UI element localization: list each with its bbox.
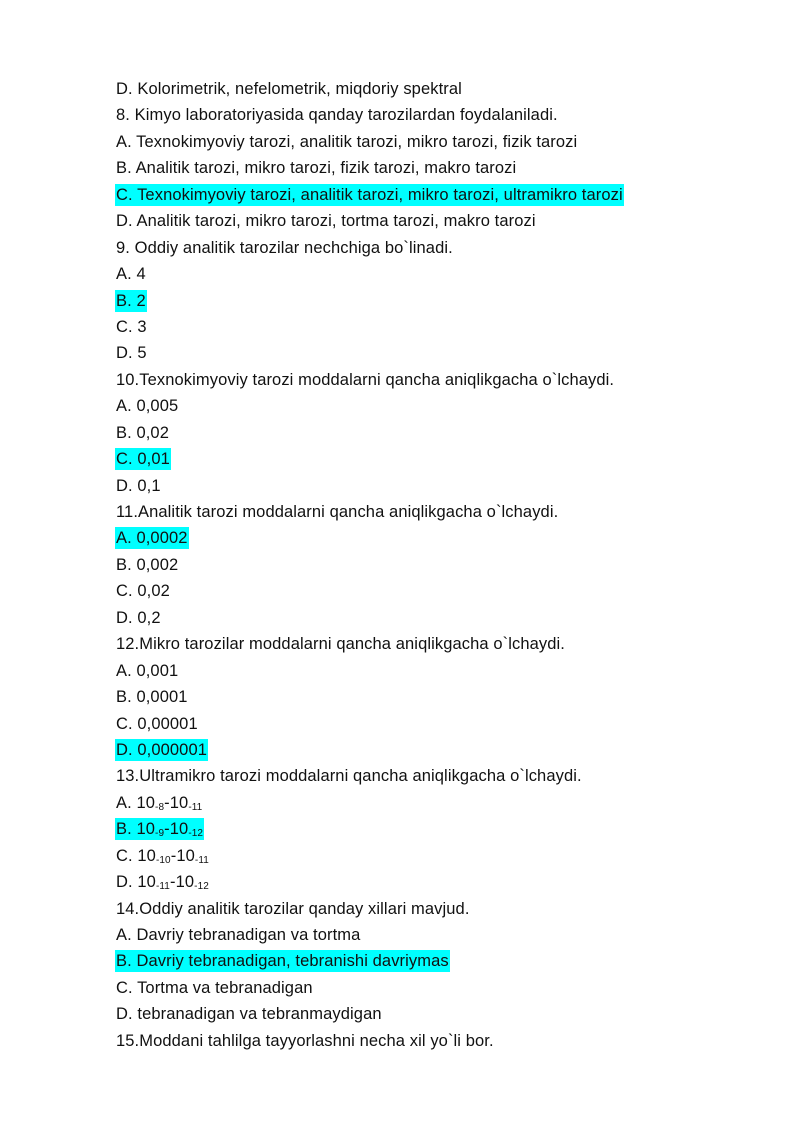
text-line	[115, 711, 624, 737]
line-text: A. 4	[116, 265, 146, 284]
line-part: 10	[137, 846, 156, 865]
line-text: C. 3	[116, 317, 147, 336]
text-line	[115, 605, 624, 631]
exponent: -11	[188, 801, 203, 813]
line-part: -	[164, 793, 170, 812]
line-text: 13.Ultramikro tarozi moddalarni qancha aniqlikgacha o`lchaydi.	[116, 767, 582, 786]
text-line	[115, 1001, 624, 1027]
line-text: 14.Oddiy analitik tarozilar qanday xillari mavjud.	[116, 899, 470, 918]
line-text: 9. Oddiy analitik tarozilar nechchiga bo`linadi.	[116, 238, 453, 257]
line-text: 15.Moddani tahlilga tayyorlashni necha xil yo`li bor.	[116, 1031, 494, 1050]
answer-line-highlighted	[115, 948, 624, 974]
line-text: B. Analitik tarozi, mikro tarozi, fizik tarozi, makro tarozi	[116, 159, 517, 178]
text-line	[115, 420, 624, 446]
line-text: D. 0,2	[116, 608, 161, 627]
line-text: C. 0,00001	[116, 714, 198, 733]
text-line	[115, 658, 624, 684]
line-text	[115, 792, 203, 814]
line-text: A. 0,001	[116, 661, 179, 680]
line-text	[115, 845, 210, 867]
line-text: B. 0,0001	[116, 688, 188, 707]
line-text: D. 0,000001	[116, 740, 208, 759]
text-line	[115, 155, 624, 181]
line-part: D.	[116, 873, 138, 892]
exponent: -9	[155, 828, 165, 840]
line-part: 10	[175, 873, 195, 892]
text-line	[115, 499, 624, 525]
exponent: -11	[155, 881, 170, 893]
line-text: D. 0,1	[116, 476, 161, 495]
text-line	[115, 208, 624, 234]
line-text: A. 0,005	[116, 397, 179, 416]
line-text: 11.Analitik tarozi moddalarni qancha aniqlikgacha o`lchaydi.	[116, 503, 559, 521]
exponent: -12	[194, 881, 209, 893]
line-part: -	[170, 846, 177, 865]
line-text: A. Texnokimyoviy tarozi, analitik tarozi, mikro tarozi, fizik tarozi	[116, 132, 578, 151]
text-line	[115, 684, 624, 710]
text-line	[115, 975, 624, 1001]
line-text: 10.Texnokimyoviy tarozi moddalarni qancha aniqlikgacha o`lchaydi.	[116, 370, 615, 389]
text-line	[115, 393, 624, 419]
answer-line-highlighted	[115, 288, 624, 314]
line-part: A.	[116, 793, 137, 812]
line-part: 10	[136, 820, 156, 839]
line-text: A. 0,0002	[116, 529, 188, 548]
text-line	[115, 1028, 624, 1054]
answer-line-highlighted	[115, 525, 624, 551]
line-text: B. 2	[116, 291, 146, 310]
exponent: -11	[194, 854, 209, 866]
line-text: D. 5	[116, 344, 147, 363]
text-line	[115, 367, 624, 393]
exponent: -8	[155, 801, 165, 813]
text-line	[115, 76, 624, 102]
answer-line-highlighted	[115, 446, 624, 472]
line-text: C. 0,01	[116, 450, 170, 469]
text-line	[115, 790, 624, 816]
exponent: -10	[155, 854, 171, 866]
line-part: -	[169, 873, 176, 892]
text-line	[115, 314, 624, 340]
line-text	[115, 871, 210, 893]
line-text: D. Analitik tarozi, mikro tarozi, tortma tarozi, makro tarozi	[116, 212, 536, 231]
question-list	[115, 76, 624, 1054]
text-line	[115, 763, 624, 789]
text-line	[115, 340, 624, 366]
line-text: C. Tortma va tebranadigan	[116, 978, 313, 997]
text-line	[115, 578, 624, 604]
line-part: 10	[169, 820, 189, 839]
line-part: -	[164, 820, 170, 839]
line-text: C. Texnokimyoviy tarozi, analitik tarozi, mikro tarozi, ultramikro tarozi	[116, 185, 623, 204]
text-line	[115, 102, 624, 128]
text-line	[115, 922, 624, 948]
line-text: B. Davriy tebranadigan, tebranishi davriymas	[116, 952, 449, 971]
line-text: A. Davriy tebranadigan va tortma	[116, 926, 361, 944]
line-text: B. 0,02	[116, 423, 169, 442]
text-line	[115, 869, 624, 895]
text-line	[115, 473, 624, 499]
text-line	[115, 261, 624, 287]
line-text: D. tebranadigan va tebranmaydigan	[116, 1005, 382, 1024]
line-text: D. Kolorimetrik, nefelometrik, miqdoriy spektral	[116, 80, 462, 98]
exponent: -12	[188, 828, 204, 840]
line-part: 10	[176, 846, 195, 865]
text-line	[115, 896, 624, 922]
text-line	[115, 552, 624, 578]
text-line	[115, 843, 624, 869]
line-text	[115, 818, 204, 840]
line-part: C.	[116, 846, 138, 865]
line-part: B.	[116, 820, 137, 839]
answer-line-highlighted	[115, 182, 624, 208]
line-text: C. 0,02	[116, 582, 170, 601]
text-line	[115, 631, 624, 657]
line-text: B. 0,002	[116, 555, 179, 574]
line-part: 10	[169, 793, 189, 812]
line-part: 10	[137, 873, 156, 892]
text-line	[115, 129, 624, 155]
line-text: 12.Mikro tarozilar moddalarni qancha aniqlikgacha o`lchaydi.	[116, 635, 565, 654]
answer-line-highlighted	[115, 816, 624, 842]
line-part: 10	[136, 793, 156, 812]
text-line	[115, 235, 624, 261]
answer-line-highlighted	[115, 737, 624, 763]
line-text: 8. Kimyo laboratoriyasida qanday tarozilardan foydalaniladi.	[116, 106, 558, 125]
